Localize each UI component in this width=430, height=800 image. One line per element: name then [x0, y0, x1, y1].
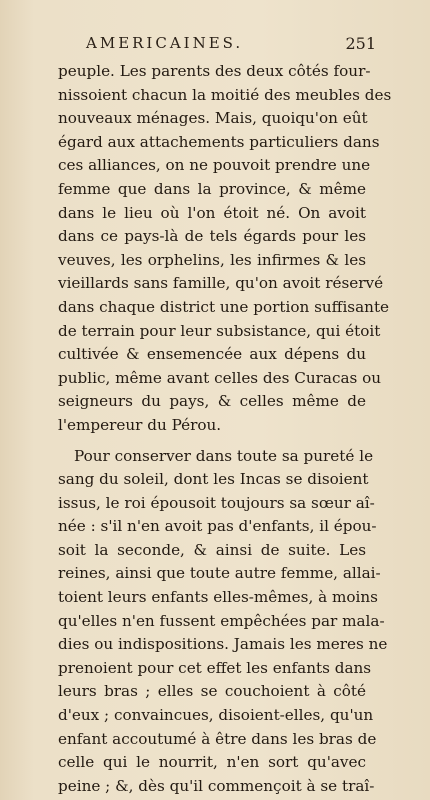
text-line: ces alliances, on ne pouvoit prendre une [58, 156, 371, 175]
text-line: issus, le roi épousoit toujours sa sœur aî- [58, 493, 375, 512]
text-line: leurs bras ; elles se couchoient à côté [58, 682, 366, 701]
text-line: cultivée & ensemencée aux dépens du [58, 345, 366, 364]
text-line: de terrain pour leur subsistance, qui étoit [58, 321, 381, 340]
text-line: reines, ainsi que toute autre femme, allai- [58, 564, 381, 583]
text-line: toient leurs enfants elles-mêmes, à moins [58, 588, 378, 607]
text-line: seigneurs du pays, & celles même de [58, 392, 366, 411]
ink-show-through [250, 388, 370, 428]
text-line: l'empereur du Pérou. [58, 415, 222, 434]
text-line: soit la seconde, & ainsi de suite. Les [58, 540, 366, 559]
text-line: public, même avant celles des Curacas ou [58, 368, 382, 387]
text-line: nouveaux ménages. Mais, quoiqu'on eût [58, 109, 368, 128]
text-line: peuple. Les parents des deux côtés four- [58, 62, 371, 80]
page-number: 251 [345, 34, 376, 53]
text-line: dans chaque district une portion suffisante [58, 297, 390, 316]
text-line: peine ; &, dès qu'il commençoit à se traî- [58, 776, 375, 795]
text-line: celle qui le nourrit, n'en sort qu'avec [58, 753, 366, 772]
text-line: enfant accoutumé à être dans les bras de [58, 729, 377, 748]
text-line: Pour conserver dans toute sa pureté le [74, 446, 374, 465]
body-text [58, 60, 392, 798]
text-line: veuves, les orphelins, les infirmes & les [58, 250, 366, 269]
text-line: dies ou indispositions. Jamais les meres ne [58, 635, 388, 654]
text-line: nissoient chacun la moitié des meubles des [58, 85, 392, 104]
text-line: prenoient pour cet effet les enfants dans [58, 658, 372, 677]
text-line: qu'elles n'en fussent empêchées par mala- [58, 611, 385, 630]
page-header [86, 34, 376, 58]
text-line: vieillards sans famille, qu'on avoit réservé [58, 274, 384, 293]
paragraph-spacer [58, 438, 366, 445]
text-line: née : s'il n'en avoit pas d'enfants, il épou- [58, 517, 377, 536]
text-line: d'eux ; convaincues, disoient-elles, qu'un [58, 706, 374, 725]
running-title: AMERICAINES. [86, 34, 244, 52]
text-line: femme que dans la province, & même [58, 179, 366, 198]
text-line: sang du soleil, dont les Incas se disoient [58, 470, 369, 489]
text-line: dans le lieu où l'on étoit né. On avoit [58, 203, 366, 222]
text-line: dans ce pays-là de tels égards pour les [58, 227, 366, 246]
text-line: égard aux attachements particuliers dans [58, 132, 380, 151]
